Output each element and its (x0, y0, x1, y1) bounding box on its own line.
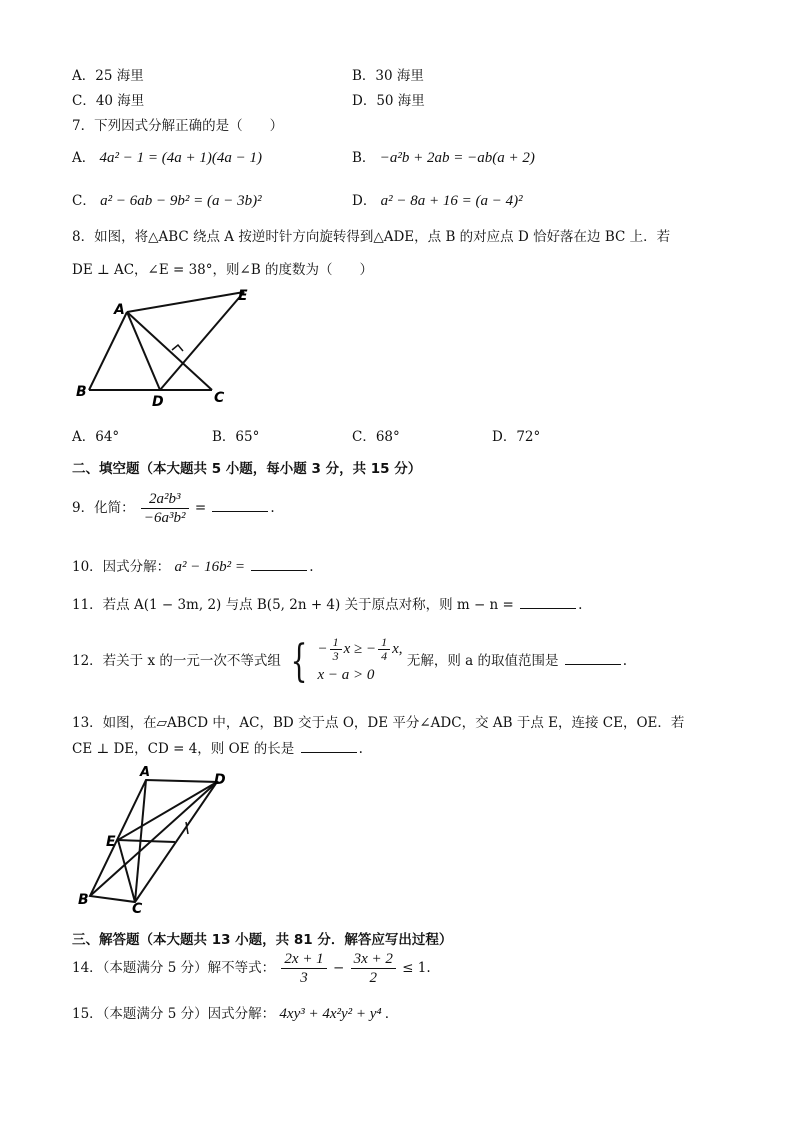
q14-post: ≤ 1. (402, 960, 431, 976)
q9-equals: = (194, 500, 207, 516)
label-e: E (238, 288, 248, 304)
right-angle-mark (172, 345, 183, 351)
q9-numerator: 2a²b³ (141, 490, 189, 509)
segment-ed (160, 292, 244, 390)
option-b: B．30 海里 (352, 68, 424, 84)
label-c: C (132, 901, 143, 915)
ineq-middle: x ≥ − (343, 640, 377, 657)
question-12 (72, 636, 627, 687)
q15-prefix: 15．（本题满分 5 分）因式分解： (72, 1006, 276, 1022)
denominator: 2 (369, 970, 377, 986)
inequality-system (317, 636, 402, 687)
q9-end: . (270, 500, 275, 516)
q7-option-a (72, 146, 262, 167)
segment-de (118, 782, 217, 840)
segment-ad (127, 312, 160, 390)
fraction-2 (351, 950, 396, 987)
question-8-stem-line2: DE ⊥ AC，∠E = 38°，则∠B 的度数为（ ） (72, 262, 374, 278)
question-11 (72, 593, 582, 613)
label-e: E (106, 834, 116, 850)
label-d: D (152, 394, 164, 410)
q12-end: . (622, 653, 628, 669)
label-a: A (140, 765, 151, 780)
question-7-stem: 7．下列因式分解正确的是（ ） (72, 118, 284, 134)
option-label: D． (352, 193, 377, 209)
q10-prefix: 10．因式分解： (72, 559, 171, 575)
q8-option-b: B．65° (212, 429, 260, 445)
inequality-1 (317, 636, 402, 663)
ineq-post: x, (392, 640, 403, 657)
label-d: D (214, 772, 226, 788)
question-13-stem-line2 (72, 737, 363, 757)
q10-expression: a² − 16b² = (174, 559, 245, 575)
label-c: C (214, 390, 225, 406)
section-3-title: 三、解答题（本大题共 13 小题，共 81 分．解答应写出过程） (72, 932, 453, 948)
fraction-1 (281, 950, 326, 987)
denominator: 3 (332, 649, 339, 663)
answer-blank[interactable] (212, 497, 268, 512)
q7-option-c (72, 189, 262, 210)
label-b: B (78, 892, 89, 908)
q9-fraction (141, 490, 189, 527)
q15-expression: 4xy³ + 4x²y² + y⁴ . (279, 1006, 390, 1022)
q11-text: 11．若点 A(1 − 3m, 2) 与点 B(5, 2n + 4) 关于原点对称，则 m − n = (72, 597, 514, 613)
question-9 (72, 490, 275, 527)
numerator: 3x + 2 (351, 950, 396, 969)
numerator: 2x + 1 (281, 950, 326, 969)
answer-blank[interactable] (565, 650, 621, 665)
numerator: 1 (330, 636, 342, 650)
section-2-title: 二、填空题（本大题共 5 小题，每小题 3 分，共 15 分） (72, 461, 422, 477)
q12-prefix: 12．若关于 x 的一元一次不等式组 (72, 653, 281, 669)
option-expression: −a²b + 2ab = −ab(a + 2) (379, 150, 535, 166)
segment-ae (127, 292, 244, 312)
q7-option-b (352, 146, 535, 167)
label-b: B (76, 384, 87, 400)
parallelogram-figure (72, 760, 242, 915)
segment-eo (118, 840, 175, 842)
option-label: C． (72, 193, 96, 209)
answer-blank[interactable] (520, 594, 576, 609)
q11-end: . (578, 597, 583, 613)
question-10 (72, 555, 314, 576)
q9-prefix: 9．化简： (72, 500, 135, 516)
minus-sign: − (317, 640, 328, 657)
q12-suffix: 无解，则 a 的取值范围是 (406, 653, 559, 669)
q13-end: . (358, 741, 363, 757)
q8-option-d: D．72° (492, 429, 541, 445)
minus-sign: − (332, 960, 345, 976)
label-a: A (114, 302, 125, 318)
q13-line2-text: CE ⊥ DE，CD = 4，则 OE 的长是 (72, 741, 295, 757)
option-c: C．40 海里 (72, 93, 145, 109)
option-expression: 4a² − 1 = (4a + 1)(4a − 1) (99, 150, 263, 166)
q14-prefix: 14．（本题满分 5 分）解不等式： (72, 960, 276, 976)
denominator: 3 (300, 970, 308, 986)
q7-option-d (352, 189, 523, 210)
option-a: A．25 海里 (72, 68, 144, 84)
question-8-stem-line1: 8．如图，将△ABC 绕点 A 按逆时针方向旋转得到△ADE，点 B 的对应点 D 恰好落在边 BC 上．若 (72, 229, 671, 245)
option-expression: a² − 8a + 16 = (a − 4)² (380, 193, 523, 209)
segment-ab (89, 312, 127, 390)
option-expression: a² − 6ab − 9b² = (a − 3b)² (100, 193, 262, 209)
option-label: B． (352, 150, 376, 166)
option-d: D．50 海里 (352, 93, 425, 109)
question-13-stem-line1: 13．如图，在▱ABCD 中，AC，BD 交于点 O，DE 平分∠ADC，交 AB 于点 E，连接 CE，OE．若 (72, 715, 685, 731)
answer-blank[interactable] (251, 556, 307, 571)
q9-denominator: −6a³b² (143, 510, 186, 526)
numerator: 1 (378, 636, 390, 650)
answer-blank[interactable] (301, 738, 357, 753)
segment-ec (118, 840, 135, 902)
q10-end: . (309, 559, 314, 575)
triangle-rotation-figure (72, 280, 262, 410)
option-label: A． (72, 150, 96, 166)
fraction-one-quarter (378, 636, 390, 663)
question-15 (72, 1002, 389, 1023)
denominator: 4 (381, 649, 388, 663)
q8-option-c: C．68° (352, 429, 400, 445)
fraction-one-third (330, 636, 342, 663)
brace-symbol: { (290, 635, 308, 687)
question-14 (72, 950, 431, 987)
q8-option-a: A．64° (72, 429, 120, 445)
inequality-2: x − a > 0 (317, 667, 375, 683)
